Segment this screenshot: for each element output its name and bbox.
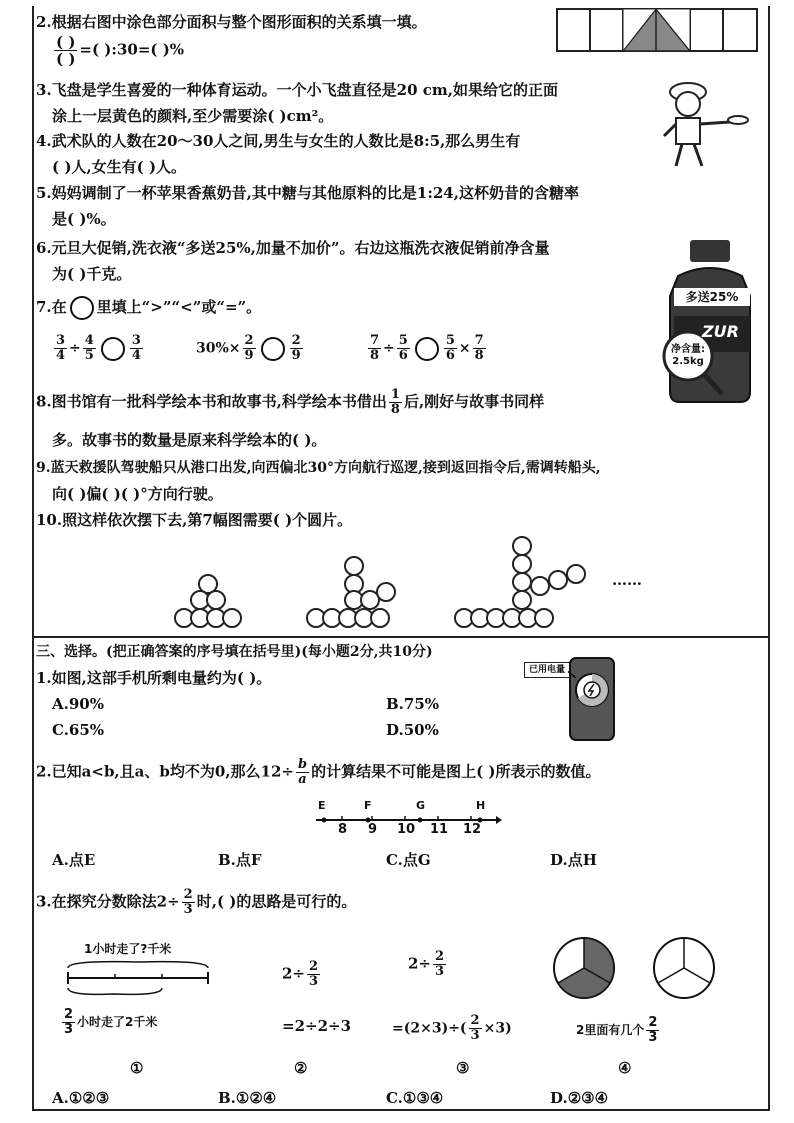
q4-line2: ( )人,女生有( )人。 [52,158,187,176]
c3-option-c[interactable]: C.①③④ [386,1089,444,1107]
c2-option-c[interactable]: C.点G [386,851,431,869]
c2-question-a: 2.已知a<b,且a、b均不为0,那么12÷ [36,762,294,781]
frac-den: 3 [183,902,193,917]
frac-den: 9 [244,348,254,363]
frisbee-boy-illustration [658,78,758,172]
mark-1: ① [130,1059,144,1077]
q2-formula [52,34,184,67]
net-label: 净含量: [671,344,705,355]
tick-10: 10 [397,822,416,837]
q2-text: 2.根据右图中涂色部分面积与整个图形面积的关系填一填。 [36,13,427,31]
mark-2: ② [294,1059,308,1077]
frac-num: 2 [64,1007,74,1022]
p1-top-label: 1小时走了?千米 [84,942,172,956]
q6-line1: 6.元旦大促销,洗衣液“多送25%,加量不加价”。右边这瓶洗衣液促销前净含量 [36,239,550,257]
c3-question-a: 3.在探究分数除法2÷ [36,892,180,911]
operator: ÷ [383,340,395,357]
q8-line1 [36,388,544,417]
frac-den: a [298,772,307,787]
q7-e2-a: 30%× [196,340,241,357]
p2-line2: =2÷2÷3 [282,1017,352,1035]
q2-blank-denominator[interactable]: ( ) [56,50,76,68]
segment-diagram [64,954,214,1002]
q7-intro [36,296,261,320]
q8-line1-a: 8.图书馆有一批科学绘本书和故事书,科学绘本书借出 [36,392,387,411]
c1-option-a[interactable]: A.90% [52,695,104,713]
p2-l1: 2÷ [282,964,306,983]
tick-9: 9 [368,822,378,837]
net-value: 2.5kg [672,356,704,367]
frac-den: 8 [370,348,380,363]
c3-option-d[interactable]: D.②③④ [550,1089,609,1107]
c3-question [36,888,356,917]
q3-line1: 3.飞盘是学生喜爱的一种体育运动。一个小飞盘直径是20 cm,如果给它的正面 [36,81,558,99]
frac-num: 2 [435,949,445,964]
frac-num: 2 [648,1015,658,1030]
p1-bottom-label [60,1008,157,1037]
p3-l2-b: ×3) [483,1020,512,1037]
c1-option-d[interactable]: D.50% [386,721,439,739]
c3-option-b[interactable]: B.①②④ [218,1089,277,1107]
p3-l2-a: =(2×3)÷( [392,1020,467,1037]
q2-blank-numerator[interactable]: ( ) [56,33,76,51]
c1-option-c[interactable]: C.65% [52,721,105,739]
label-h: H [476,799,486,812]
compare-circle-icon [70,296,94,320]
frac-num: 2 [244,333,254,348]
bottle-logo: ZUR [702,322,739,341]
q8-line1-b: 后,刚好与故事书同样 [403,392,545,411]
q3-line2: 涂上一层黄色的颜料,至少需要涂( )cm²。 [52,107,334,125]
shaded-strip-figure [556,8,758,52]
frac-den: 8 [474,348,484,363]
mark-4: ④ [618,1059,632,1077]
frac-den: 3 [470,1028,480,1043]
frac-den: 3 [435,964,445,979]
q9-line1: 9.蓝天救援队驾驶船只从港口出发,向西偏北30°方向航行巡逻,接到返回指令后,需调转船头, [36,460,601,476]
c3-option-a[interactable]: A.①②③ [52,1089,110,1107]
point-e [322,818,327,823]
q2-formula-rest: =( ):30=( )% [79,40,185,59]
q5-line2: 是( )%。 [52,210,116,228]
q7-intro-a: 7.在 [36,298,67,316]
frac-num: 5 [445,333,455,348]
c1-question: 1.如图,这部手机所剩电量约为( )。 [36,669,272,687]
answer-circle[interactable] [415,337,439,361]
q7-expr2 [196,334,305,363]
point-g [418,818,423,823]
frac-den: 6 [445,348,455,363]
frac-den: 3 [64,1022,74,1037]
c2-question [36,758,600,787]
c1-option-b[interactable]: B.75% [386,695,440,713]
c2-question-b: 的计算结果不可能是图上( )所表示的数值。 [311,762,601,781]
c3-question-b: 时,( )的思路是可行的。 [196,892,357,911]
section3-title: 三、选择。(把正确答案的序号填在括号里)(每小题2分,共10分) [36,644,433,660]
q4-line1: 4.武术队的人数在20～30人之间,男生与女生的人数比是8:5,那么男生有 [36,132,521,150]
frac-den: 4 [56,348,66,363]
bottle-badge: 多送25% [674,288,750,306]
frac-den: 3 [648,1030,658,1045]
frac-den: 5 [84,348,94,363]
c2-option-d[interactable]: D.点H [550,851,597,869]
section-divider [32,636,768,638]
frac-den: 6 [398,348,408,363]
p2-line1 [282,960,322,989]
operator: × [458,340,471,357]
frac-num: b [297,757,308,772]
answer-circle[interactable] [261,337,285,361]
frac-num: 4 [84,333,94,348]
frac-den: 4 [131,348,141,363]
q9-line2: 向( )偏( )( )°方向行驶。 [52,485,223,503]
q6-line2: 为( )千克。 [52,265,132,283]
phone-label: 已用电量 [524,662,570,678]
circles-diagram [550,934,720,1004]
frac-num: 7 [474,333,484,348]
p3-line2 [392,1014,512,1043]
p3-l1: 2÷ [408,954,432,973]
label-f: F [364,799,372,812]
frac-num: 2 [291,333,301,348]
p3-line1 [408,950,448,979]
tick-12: 12 [463,822,482,837]
frac-num: 3 [56,333,66,348]
answer-circle[interactable] [101,337,125,361]
p4-label [576,1016,661,1045]
q7-expr3 [366,334,488,363]
tick-11: 11 [430,822,449,837]
frac-den: 8 [390,402,400,417]
detergent-bottle [658,236,762,412]
frac-num: 7 [370,333,380,348]
tick-8: 8 [338,822,348,837]
frac-num: 1 [390,387,400,402]
c2-option-a[interactable]: A.点E [52,851,96,869]
label-g: G [416,799,426,812]
q7-intro-b: 里填上“>”“<”或“=”。 [96,298,262,316]
c2-option-b[interactable]: B.点F [218,851,262,869]
p1-bottom-text: 小时走了2千米 [77,1015,158,1029]
frac-num: 3 [131,333,141,348]
operator: ÷ [69,340,81,357]
mark-3: ③ [456,1059,470,1077]
q5-line1: 5.妈妈调制了一杯苹果香蕉奶昔,其中糖与其他原料的比是1:24,这杯奶昔的含糖率 [36,184,579,202]
frac-num: 2 [470,1013,480,1028]
p4-text: 2里面有几个 [576,1023,645,1037]
circle-pattern-figure [170,534,600,638]
q8-line2: 多。故事书的数量是原来科学绘本的( )。 [52,431,327,449]
q7-expr1 [52,334,145,363]
frac-den: 9 [291,348,301,363]
frac-num: 2 [183,887,193,902]
label-e: E [318,799,326,812]
pattern-continuation: …… [612,571,642,589]
q10-text: 10.照这样依次摆下去,第7幅图需要( )个圆片。 [36,511,353,529]
frac-num: 2 [309,959,319,974]
frac-num: 5 [398,333,408,348]
frac-den: 3 [309,974,319,989]
phone-battery-figure [524,656,620,742]
